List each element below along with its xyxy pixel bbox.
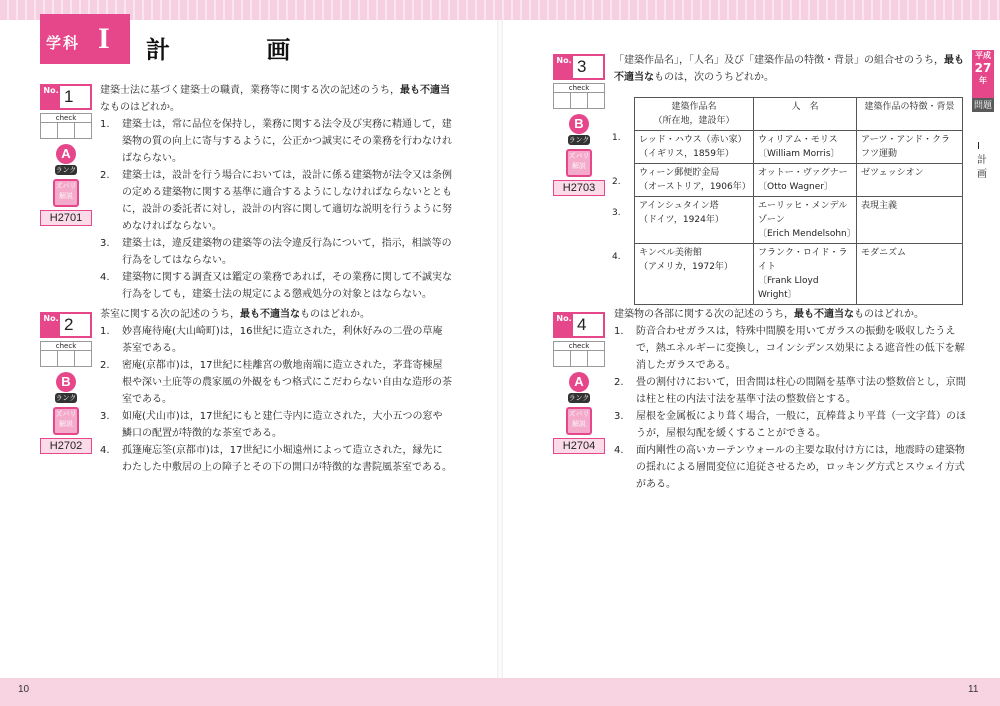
page-gutter (497, 20, 503, 678)
choice-item[interactable]: 1. 防音合わせガラスは，特殊中間膜を用いてガラスの振動を吸収したうえで，熱エネルギーに変換し，コインシデンス効果による遮音性の低下を解消したガラスである。 (614, 326, 965, 371)
question-stem (100, 82, 452, 116)
choice-item[interactable]: 2. 建築士は，設計を行う場合においては，設計に係る建築物が法令又は条例の定める建築物に関する基準に適合するようにしなければならないとともに，設計の委託者に対し，設計の内容に関して適切な説明を行うように努めなければならない。 (100, 170, 452, 232)
check-label: check (554, 84, 604, 93)
question-2-body (100, 306, 452, 476)
question-3-table (634, 97, 963, 305)
check-boxes[interactable] (553, 83, 605, 109)
bottom-band (0, 678, 1000, 706)
choice-item[interactable]: 1. 妙喜庵待庵(大山崎町)は，16世紀に造立された，利休好みの二畳の草庵茶室である。 (100, 326, 443, 354)
question-number: 4 (577, 315, 587, 334)
choice-item[interactable]: 2. 畳の割付けにおいて，田舎間は柱心の間隔を基準寸法の整数倍とし，京間は柱と柱の内法寸法を基準寸法の整数倍とする。 (614, 377, 966, 405)
table-cell-work: レッド・ハウス（赤い家） （イギリス，1859年） (635, 131, 754, 164)
side-roman: I (977, 141, 980, 152)
question-number: 1 (64, 87, 74, 106)
table-cell-work: ウィーン郵便貯金局 （オーストリア，1906年） (635, 164, 754, 197)
rank-label: ランク (568, 136, 590, 144)
table-cell-person: オットー・ヴァグナー〔Otto Wagner〕 (754, 164, 857, 197)
rank-icon: A (569, 372, 589, 392)
question-number-box (553, 312, 605, 338)
side-section-label (977, 140, 989, 182)
check-label: check (41, 342, 91, 351)
era-label: 平成 (975, 51, 991, 60)
table-cell-work: キンベル美術館 （アメリカ，1972年） (635, 244, 754, 305)
explanation-icon: ズバリ解説 (53, 179, 79, 207)
question-1-badge (40, 84, 92, 226)
choice-item[interactable]: 3. 如庵(犬山市)は，17世紀にもと建仁寺内に造立された，大小五つの窓や鱗口の配置が特徴的な茶室である。 (100, 411, 443, 439)
check-boxes[interactable] (40, 113, 92, 139)
page-number-right: 11 (968, 684, 979, 695)
year-suffix: 年 (979, 76, 987, 85)
check-label: check (554, 342, 604, 351)
choice-item[interactable]: 3. 屋根を金属板により葺く場合，一般に，瓦棒葺より平葺（一文字葺）のほうが，屋根勾配を緩くすることができる。 (614, 411, 966, 439)
side-section-name: 計画 (977, 155, 987, 180)
table-row[interactable] (635, 131, 963, 164)
row-number: 1. (612, 133, 621, 143)
row-number: 4. (612, 252, 621, 262)
stem-emphasis: 最も不適当 (400, 85, 450, 96)
question-stem: 茶室に関する次の記述のうち，最も不適当なものはどれか。 (100, 309, 370, 320)
choice-item[interactable]: 4. 孤篷庵忘筌(京都市)は，17世紀に小堀遠州によって造立された，縁先にわたした中敷居の上の障子とその下の開口が特徴的な書院風茶室である。 (100, 445, 452, 473)
table-header: 建築作品名 （所在地，建設年） (635, 98, 754, 131)
stem-text-end: なものはどれか。 (100, 102, 180, 113)
explanation-icon: ズバリ解説 (566, 407, 592, 435)
table-row[interactable] (635, 197, 963, 244)
question-number-box (553, 54, 605, 80)
table-cell-feature: モダニズム (857, 244, 963, 305)
table-row[interactable] (635, 164, 963, 197)
row-number: 3. (612, 208, 621, 218)
question-stem: 建築物の各部に関する次の記述のうち，最も不適当なものはどれか。 (614, 309, 924, 320)
choice-item[interactable]: 4. 面内剛性の高いカーテンウォールの主要な取付け方には，地震時の建築物の揺れによる層間変位に追従させるため，ロッキング方式とスウェイ方式がある。 (614, 445, 965, 490)
table-cell-person: フランク・ロイド・ライト 〔Frank Lloyd Wright〕 (754, 244, 857, 305)
no-label: No. (555, 314, 573, 336)
table-cell-person: ウィリアム・モリス 〔William Morris〕 (754, 131, 857, 164)
table-header: 建築作品の特徴・背景 (857, 98, 963, 131)
question-3-stem: 「建築作品名」，「人名」及び「建築作品の特徴・背景」の組合せのうち，最も不適当なものは，次のうちどれか。 (614, 55, 964, 83)
table-cell-feature: アーツ・アンド・クラフツ運動 (857, 131, 963, 164)
question-number: 3 (577, 57, 587, 76)
question-code: H2701 (40, 210, 92, 226)
year-label: 27 (974, 61, 992, 75)
category-header (40, 14, 130, 64)
problem-tab[interactable]: 問題 (972, 98, 994, 112)
table-cell-feature: ゼツェッシオン (857, 164, 963, 197)
question-4-body (614, 306, 966, 493)
rank-icon: B (569, 114, 589, 134)
choice-item[interactable]: 3. 建築士は，違反建築物の建築等の法令違反行為について，指示，相談等の行為をしてはならない。 (100, 238, 452, 266)
question-number-box (40, 84, 92, 110)
choice-item[interactable]: 2. 密庵(京都市)は，17世紀に桂離宮の敷地南端に造立された，茅葺寄棟屋根や深い土庇等の農家風の外観をもつ格式にこだわらない自由な造形の茶室である。 (100, 360, 452, 405)
explanation-icon: ズバリ解説 (53, 407, 79, 435)
table-row[interactable] (635, 244, 963, 305)
top-band (0, 0, 1000, 20)
table-header: 人 名 (754, 98, 857, 131)
no-label: No. (42, 86, 60, 108)
table-cell-work: アインシュタイン塔 （ドイツ，1924年） (635, 197, 754, 244)
table-cell-feature: 表現主義 (857, 197, 963, 244)
rank-label: ランク (55, 394, 77, 402)
choice-item[interactable]: 1. 建築士は，常に品位を保持し，業務に関する法令及び実務に精通して，建築物の質の向上に寄与するように，公正かつ誠実にその業務を行わなければならない。 (100, 119, 452, 164)
no-label: No. (42, 314, 60, 336)
question-2-badge (40, 312, 92, 454)
stem-text: 建築士法に基づく建築士の職責，業務等に関する次の記述のうち， (100, 85, 400, 96)
question-3-badge (553, 54, 605, 196)
no-label: No. (555, 56, 573, 78)
choice-item[interactable]: 4. 建築物に関する調査又は鑑定の業務であれば，その業務に関して不誠実な行為をしても，建築士法の規定による懲戒処分の対象とはならない。 (100, 272, 452, 300)
category-roman: I (98, 22, 110, 55)
rank-label: ランク (568, 394, 590, 402)
page-number-left: 10 (18, 684, 30, 695)
explanation-icon: ズバリ解説 (566, 149, 592, 177)
question-code: H2702 (40, 438, 92, 454)
rank-icon: A (56, 144, 76, 164)
section-title: 計 画 (146, 36, 335, 64)
check-boxes[interactable] (40, 341, 92, 367)
check-boxes[interactable] (553, 341, 605, 367)
question-code: H2704 (553, 438, 605, 454)
row-number: 2. (612, 177, 621, 187)
question-number: 2 (64, 315, 74, 334)
question-4-badge (553, 312, 605, 454)
rank-label: ランク (55, 166, 77, 174)
table-cell-person: エーリッヒ・メンデルゾーン 〔Erich Mendelsohn〕 (754, 197, 857, 244)
question-1-body (100, 82, 452, 303)
rank-icon: B (56, 372, 76, 392)
check-label: check (41, 114, 91, 123)
category-label: 学科 (46, 34, 81, 52)
question-code: H2703 (553, 180, 605, 196)
question-number-box (40, 312, 92, 338)
